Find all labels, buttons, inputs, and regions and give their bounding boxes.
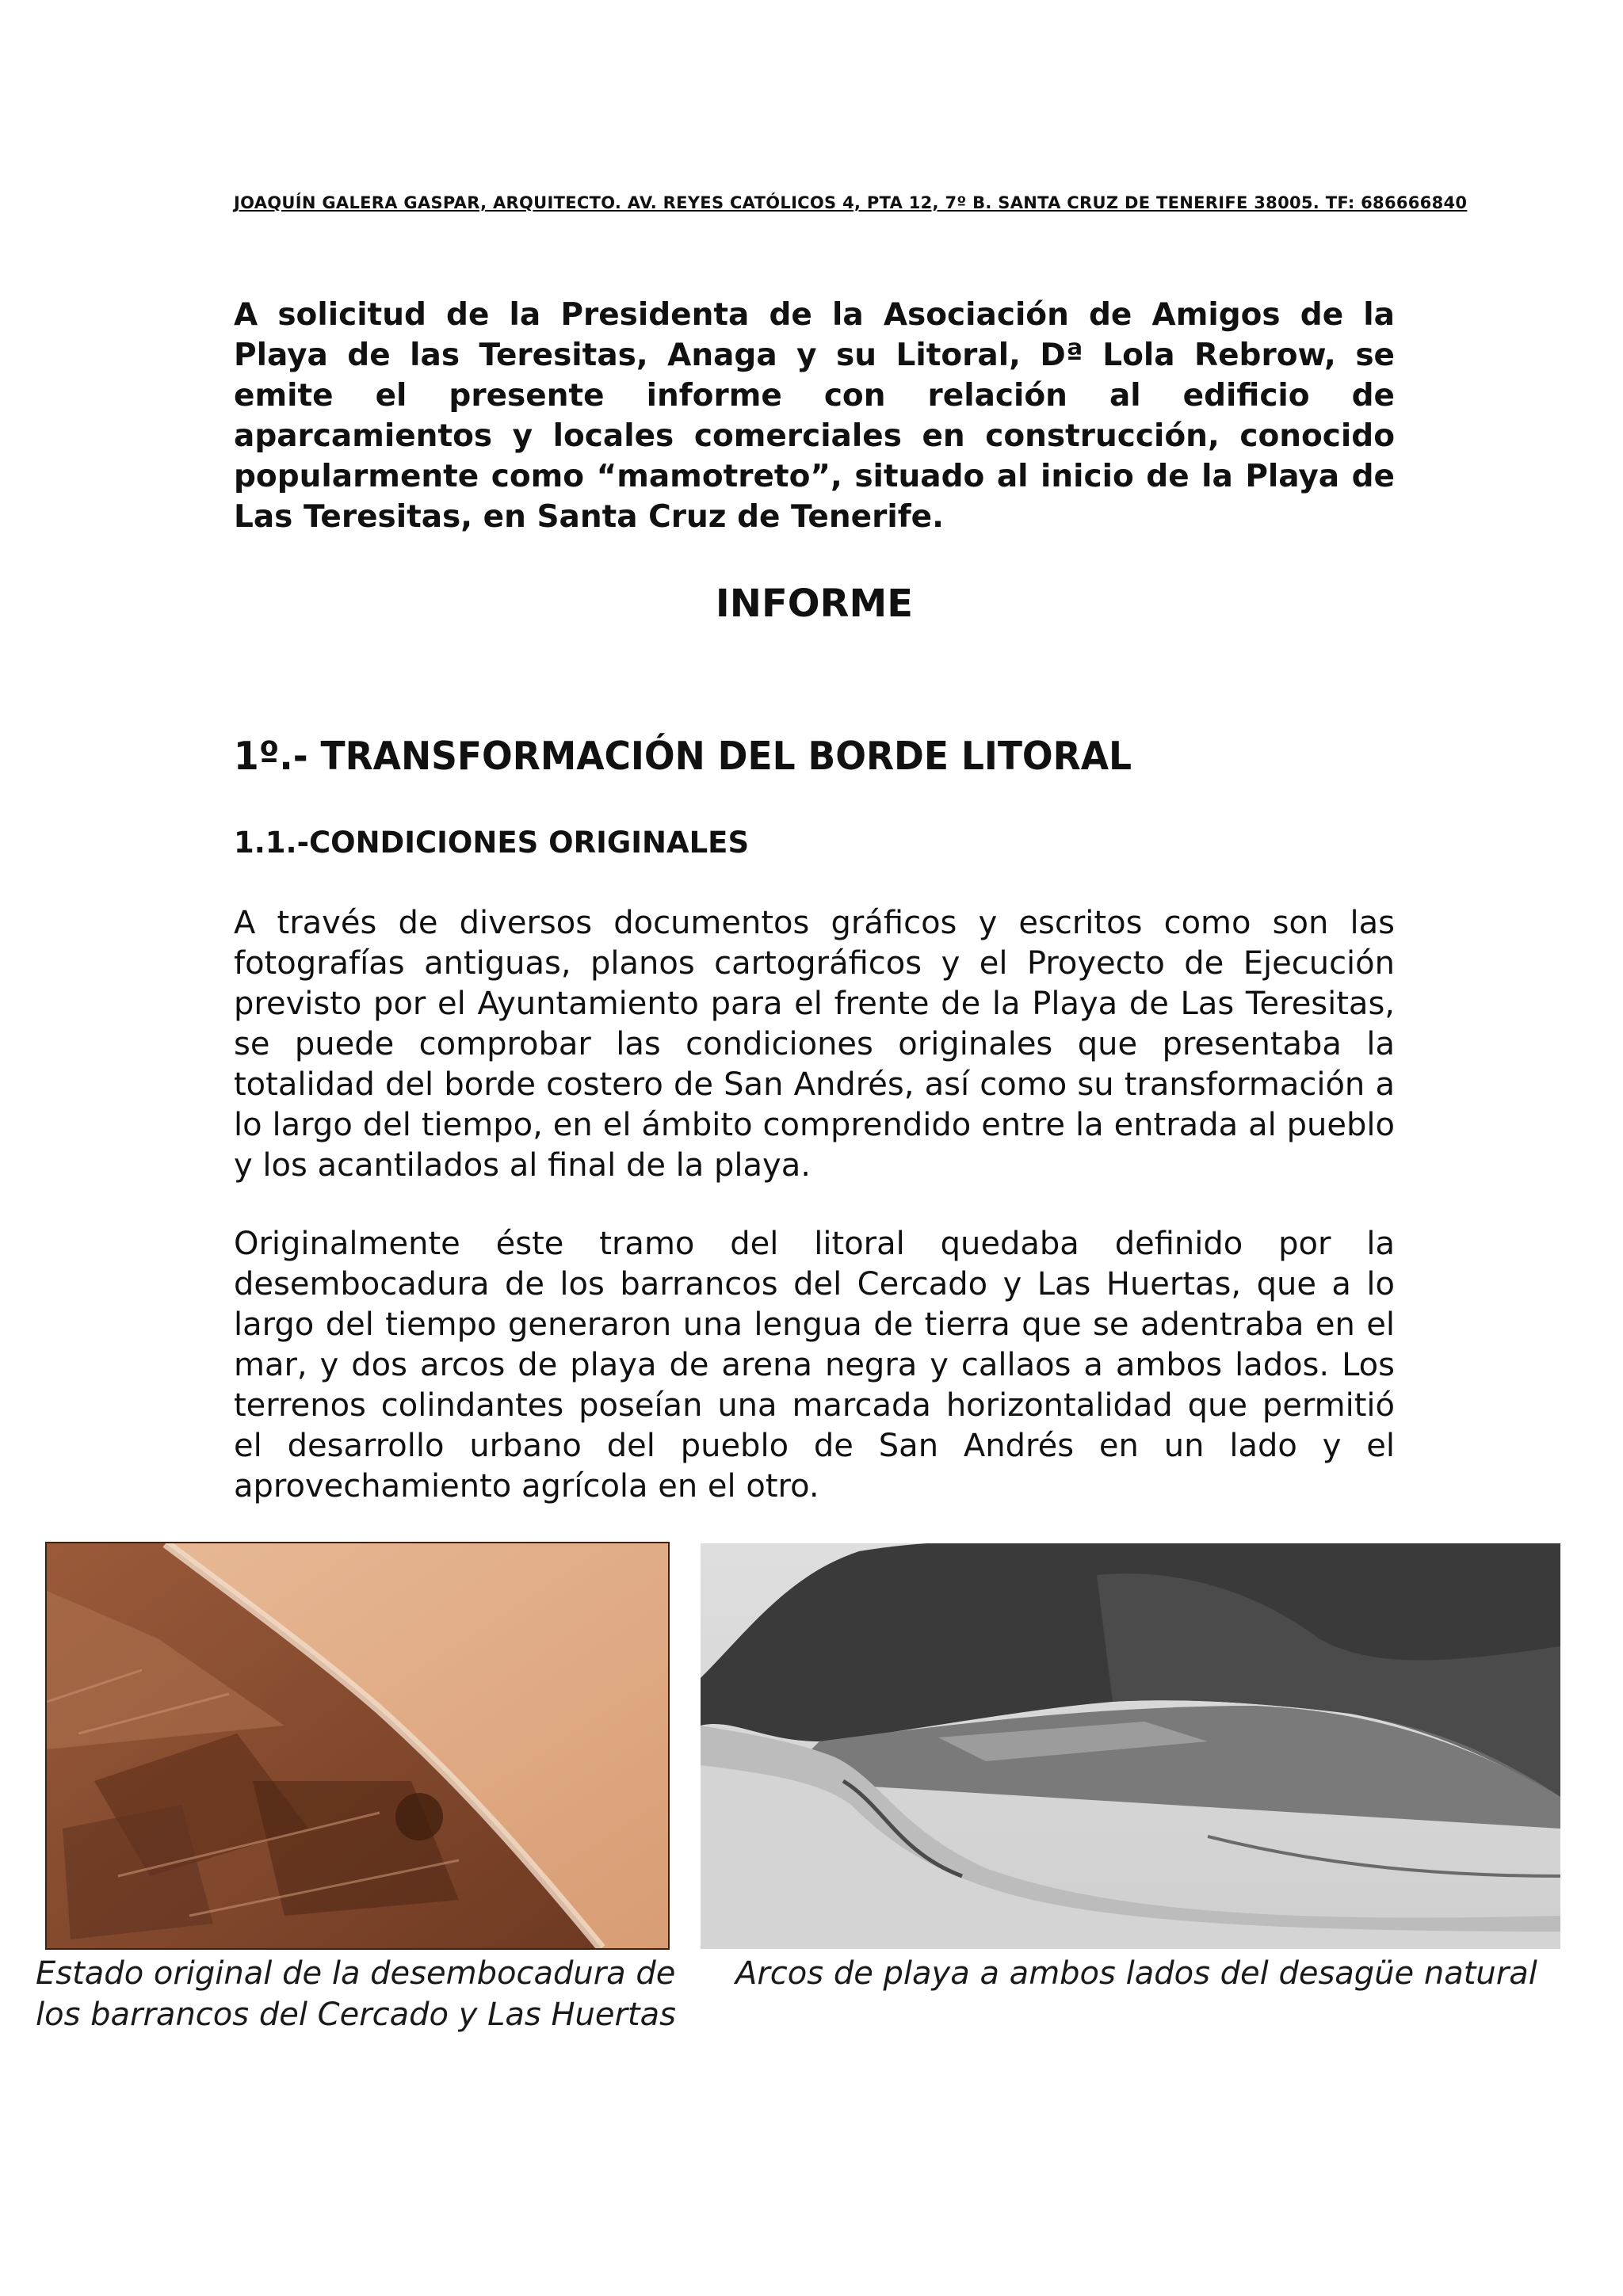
aerial-sepia-photo <box>45 1542 670 1950</box>
body-paragraph-2: Originalmente éste tramo del litoral quedaba definido por la desembocadura de los barrancos del Cercado y Las Huertas, que a lo largo del tiempo generaron una lengua de tierra que se adentraba en el mar, y dos arcos de playa de arena negra y callaos a ambos lados. Los terrenos colindantes poseían una marcada horizontalidad que permitió el desarrollo urbano del pueblo de San Andrés en un lado y el aprovechamiento agrícola en el otro. <box>234 1226 1395 1505</box>
figure-caption-2: Arcos de playa a ambos lados del desagüe natural <box>735 1955 1537 1992</box>
section-heading: 1º.- TRANSFORMACIÓN DEL BORDE LITORAL <box>234 734 1132 779</box>
document-title: INFORME <box>715 582 914 626</box>
beach-arcs-photo <box>701 1543 1560 1949</box>
body-paragraph-1: A través de diversos documentos gráficos y escritos como son las fotografías antiguas, planos cartográficos y el Proyecto de Ejecución previsto por el Ayuntamiento para el frente de la Playa de Las Teresitas, se puede comprobar las condiciones originales que presentaba la totalidad del borde costero de San Andrés, así como su transformación a lo largo del tiempo, en el ámbito comprendido entre la entrada al pueblo y los acantilados al final de la playa. <box>234 905 1395 1184</box>
figure-caption-1: Estado original de la desembocadura de los barrancos del Cercado y Las Huertas <box>36 1955 676 2033</box>
subsection-heading: 1.1.-CONDICIONES ORIGINALES <box>234 826 750 860</box>
intro-paragraph: A solicitud de la Presidenta de la Asociación de Amigos de la Playa de las Teresitas, Anaga y su Litoral, Dª Lola Rebrow, se emite el presente informe con relación al edificio de aparcamientos y locales comerciales en construcción, conocido popularmente como “mamotreto”, situado al inicio de la Playa de Las Teresitas, en Santa Cruz de Tenerife. <box>234 297 1395 535</box>
letterhead: JOAQUÍN GALERA GASPAR, ARQUITECTO. AV. REYES CATÓLICOS 4, PTA 12, 7º B. SANTA CRUZ DE TENERIFE 38005. TF: 686666840 <box>234 193 1468 212</box>
